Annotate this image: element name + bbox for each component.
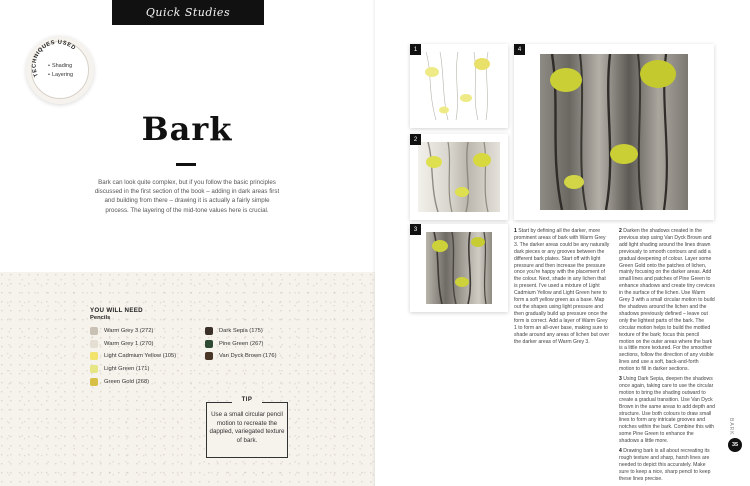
step-number-badge: 4 — [514, 44, 525, 55]
step-text: Drawing bark is all about recreating its rough texture and sharp, harsh lines are needed to depict this accurately. Make sure to keep a nice, sharp pencil to keep these lines precise. — [619, 448, 711, 482]
pencil-label: Warm Grey 3 (272) — [104, 328, 154, 335]
pencil-swatch — [90, 340, 98, 348]
pencil-item — [90, 338, 176, 351]
pencil-item — [205, 350, 277, 363]
pencil-label: Dark Sepia (175) — [219, 328, 263, 335]
techniques-title-text: TECHNIQUES USED — [31, 39, 77, 78]
title-underline — [176, 163, 196, 166]
step-paragraph — [619, 376, 715, 445]
pencil-label: Green Gold (268) — [104, 378, 150, 385]
page-number: 35 — [728, 438, 742, 452]
step-number-badge: 3 — [410, 224, 421, 235]
pencil-label: Light Cadmium Yellow (105) — [104, 353, 177, 360]
step-photo-3 — [410, 224, 508, 312]
pencil-label: Van Dyck Brown (176) — [219, 353, 277, 360]
step-paragraph — [619, 228, 715, 373]
step-image-3 — [426, 232, 492, 304]
steps-column-1 — [514, 228, 610, 348]
pencil-label: Light Green (171) — [104, 366, 150, 373]
side-section-label: BARK — [728, 418, 734, 436]
section-header — [112, 0, 264, 25]
step-photo-1 — [410, 44, 508, 128]
step-number: 2 — [619, 228, 622, 234]
pencil-swatch — [90, 352, 98, 360]
step-image-1 — [418, 52, 500, 120]
tip-text: Use a small circular pencil motion to recreate the dappled, variegated texture of bark. — [209, 411, 285, 444]
pencil-label: Warm Grey 1 (270) — [104, 340, 154, 347]
you-will-need-heading: YOU WILL NEED — [90, 307, 143, 314]
pencil-item — [90, 363, 176, 376]
pencil-swatch — [90, 327, 98, 335]
section-label: Quick Studies — [145, 6, 231, 19]
step-text: Start by defining all the darker, more prominent areas of bark with Warm Grey 3. The darker areas could be any naturally dark pieces or any grooves between the different bark plates. Start off with light pressure and then increase the pressure once you're happy with the placement of the colour. Next, shade in any lichen that is present. I've used a mixture of Light Cadmium Yellow and Light Green here to form a soft yellow green as a base. Map out the shapes using light pressure and then gradually build up pressure once the form is correct. Add a layer of Warm Grey 1 to form an all-over base, making sure to shade around any areas of lichen but over the darker areas of Warm Grey 3. — [514, 228, 610, 345]
pencil-item — [205, 338, 277, 351]
bark-final-illustration — [540, 54, 688, 210]
step-text: Using Dark Sepia, deepen the shadows once again, taking care to use the circular motion to bring the shading outward to create a gradual transition. Use Van Dyck Brown in the same areas to add depth and structure. Use both colours to draw small lines to form any intricate grooves and notches within the bark. Combine this with some Pine Green to enhance the shadows a little more. — [619, 376, 715, 445]
pencil-item — [90, 325, 176, 338]
speckled-panel — [0, 272, 375, 486]
step-photo-2 — [410, 134, 508, 220]
page-title: Bark — [141, 110, 233, 148]
pencil-label: Pine Green (267) — [219, 340, 264, 347]
step-number-badge: 2 — [410, 134, 421, 145]
techniques-list — [48, 62, 73, 80]
pencil-swatch — [90, 365, 98, 373]
tip-label: TIP — [232, 397, 262, 403]
step-number: 4 — [619, 448, 622, 455]
pencil-swatch — [205, 327, 213, 335]
step-number: 1 — [514, 228, 517, 234]
bark-detailed-illustration — [426, 232, 492, 304]
step-number-badge: 1 — [410, 44, 421, 55]
step-paragraph — [514, 228, 610, 345]
techniques-badge — [26, 36, 94, 104]
step-paragraph — [619, 448, 715, 483]
technique-item: • Shading — [48, 62, 73, 71]
intro-paragraph: Bark can look quite complex, but if you follow the basic principles discussed in the first section of the book – adding in dark areas first and building from there – drawing it is actually a fairly simple process. The layering of the mid-tone values here is crucial. — [94, 179, 280, 214]
step-text: Darken the shadows created in the previous step using Van Dyck Brown and add light shading around the lines drawn previously to smooth contours and add a gradual deepening of colour. Layer some Green Gold onto the patches of lichen, mainly focusing on the darker areas. Add small lines and patches of Pine Green to enhance shadows and create tiny crevices in the surface of the lichen. Use Warm Grey 3 with a small circular motion to build the shadows around the lichen and the shadows previously defined – leave out only the lightest parts of the bark. The circular motion helps to build the mottled texture of the bark; focus this pencil motion on the outer areas where the bark is a little more textured. For the smoother sections, follow the direction of any visible lines and use a soft, back-and-forth motion to fill in darker sections. — [619, 228, 715, 373]
pencil-item — [90, 375, 176, 388]
bark-sketch-illustration — [418, 52, 500, 120]
pencil-item — [90, 350, 176, 363]
step-image-4 — [540, 54, 688, 210]
steps-column-2 — [619, 228, 715, 486]
bark-shaded-illustration — [418, 142, 500, 212]
pencils-subheading: Pencils — [90, 315, 111, 321]
technique-item: • Layering — [48, 71, 73, 80]
step-number: 3 — [619, 376, 622, 383]
pencil-item — [205, 325, 277, 338]
pencil-list-column-a — [90, 325, 176, 388]
pencil-swatch — [205, 340, 213, 348]
step-image-2 — [418, 142, 500, 212]
pencil-list-column-b — [205, 325, 277, 363]
pencil-swatch — [90, 378, 98, 386]
step-photo-4 — [514, 44, 714, 220]
pencil-swatch — [205, 352, 213, 360]
